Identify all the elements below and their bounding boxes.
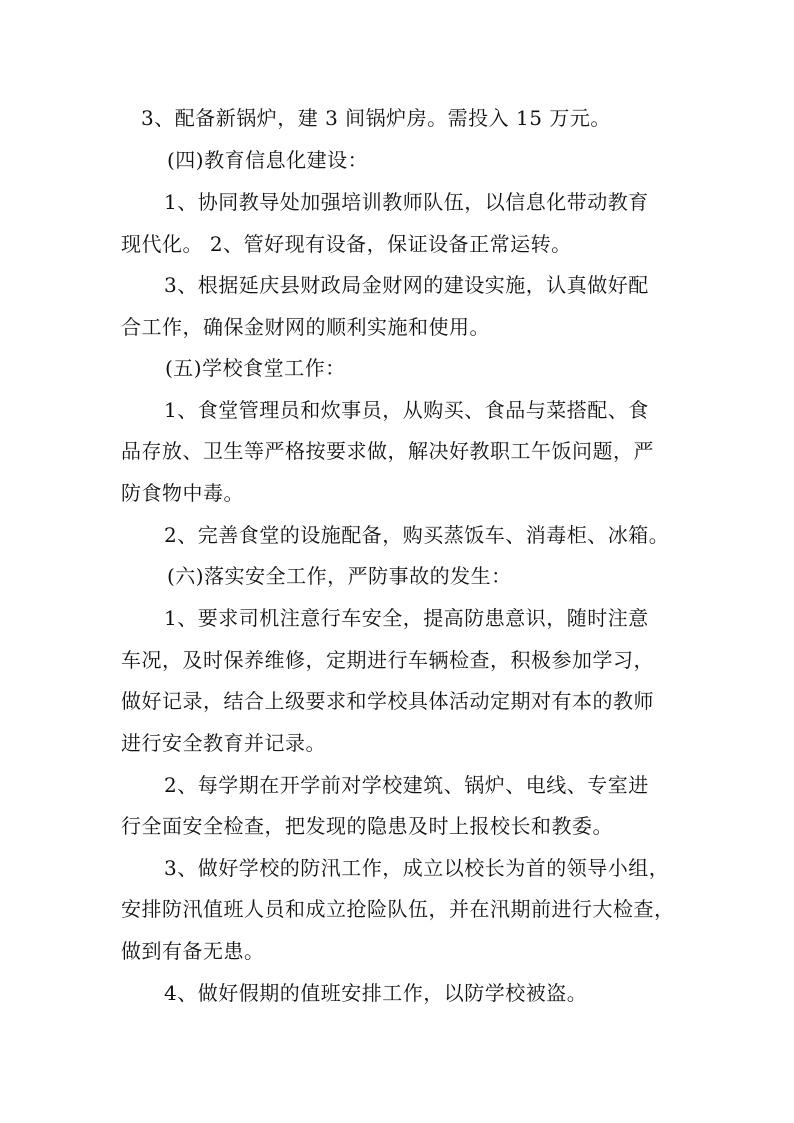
text-line-17: 2、每学期在开学前对学校建筑、锅炉、电线、专室进 — [164, 773, 649, 797]
heading-safety-work: (六)落实安全工作，严防事故的发生： — [167, 564, 512, 588]
heading-education-informatization: (四)教育信息化建设： — [167, 148, 369, 172]
text-line-22: 4、做好假期的值班安排工作，以防学校被盗。 — [164, 981, 588, 1005]
text-line-18: 行全面安全检查，把发现的隐患及时上报校长和教委。 — [121, 814, 613, 838]
heading-school-canteen: (五)学校食堂工作： — [165, 356, 346, 380]
text-line-8: 1、食堂管理员和炊事员，从购买、食品与菜搭配、食 — [164, 398, 649, 422]
text-line-20: 安排防汛值班人员和成立抢险队伍，并在汛期前进行大检查， — [121, 897, 675, 921]
text-line-15: 做好记录，结合上级要求和学校具体活动定期对有本的教师 — [121, 689, 654, 713]
text-line-11: 2、完善食堂的设施配备，购买蒸饭车、消毒柜、冰箱。 — [164, 523, 670, 547]
text-line-14: 车况，及时保养维修，定期进行车辆检查，积极参加学习， — [121, 648, 654, 672]
text-line-13: 1、要求司机注意行车安全，提高防患意识，随时注意 — [164, 606, 649, 630]
text-line-1: 3、配备新锅炉，建 3 间锅炉房。需投入 15 万元。 — [141, 106, 611, 130]
text-line-19: 3、做好学校的防汛工作，成立以校长为首的领导小组， — [164, 856, 670, 880]
text-line-5: 3、根据延庆县财政局金财网的建设实施，认真做好配 — [164, 273, 649, 297]
text-line-16: 进行安全教育并记录。 — [121, 731, 326, 755]
text-line-6: 合工作，确保金财网的顺利实施和使用。 — [121, 315, 490, 339]
text-line-4: 现代化。 2、管好现有设备，保证设备正常运转。 — [121, 232, 572, 256]
text-line-10: 防食物中毒。 — [121, 481, 244, 505]
text-line-21: 做到有备无患。 — [121, 939, 265, 963]
text-line-9: 品存放、卫生等严格按要求做，解决好教职工午饭问题，严 — [121, 439, 654, 463]
text-line-3: 1、协同教导处加强培训教师队伍，以信息化带动教育 — [164, 190, 649, 214]
